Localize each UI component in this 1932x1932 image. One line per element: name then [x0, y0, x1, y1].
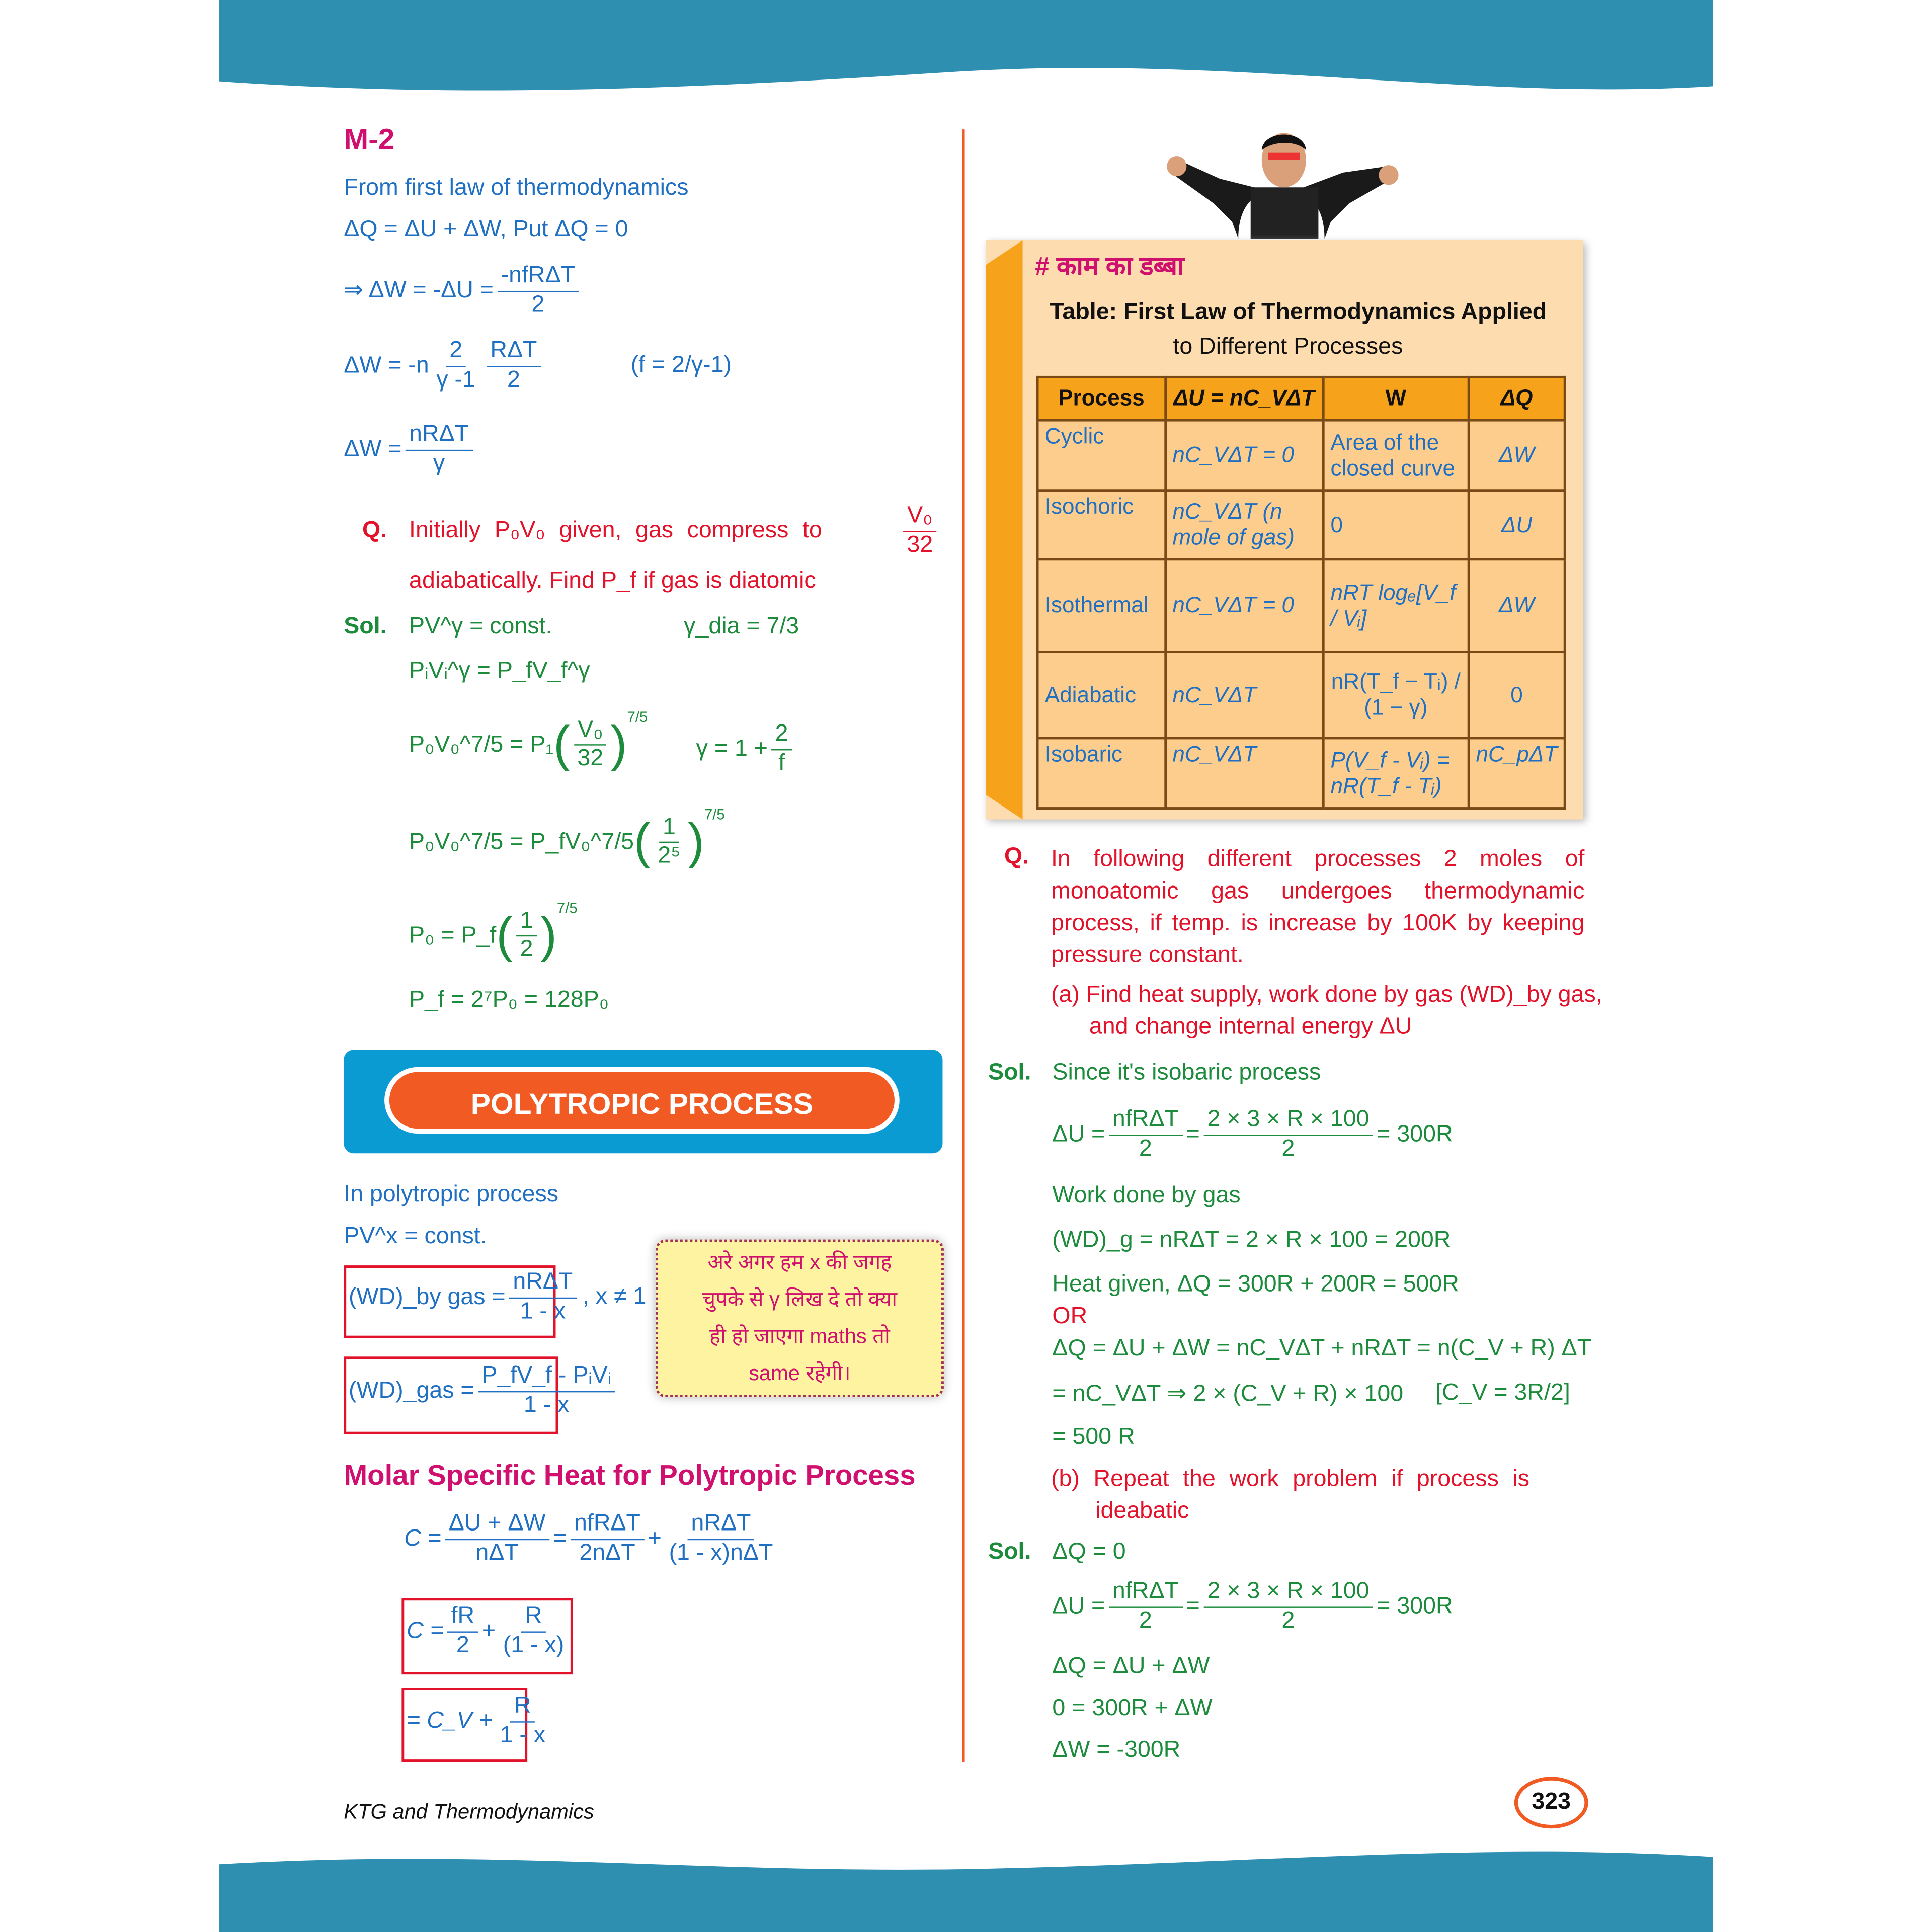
note-box: अरे अगर हम x की जगह चुपके से γ लिख दे तो क्या ही हो जाएगा maths तो same रहेगी। — [656, 1240, 944, 1397]
first-law-table — [1036, 376, 1566, 810]
table-cell: 0 — [1469, 652, 1565, 738]
table-cell: ΔW — [1469, 559, 1565, 652]
solution-label: Sol. — [988, 1060, 1031, 1086]
table-row — [1037, 420, 1565, 491]
equation: PᵢVᵢ^γ = P_fV_f^γ — [409, 658, 590, 684]
table-row — [1037, 559, 1565, 652]
table-cell: nC_VΔT = 0 — [1165, 559, 1323, 652]
text-line: Since it's isobaric process — [1052, 1060, 1321, 1086]
solution-label: Sol. — [988, 1539, 1031, 1565]
table-cell: nC_VΔT — [1165, 738, 1323, 809]
text-line: Work done by gas — [1052, 1183, 1241, 1209]
table-cell: Isochoric — [1037, 491, 1165, 559]
table-cell: P(V_f - Vᵢ) = nR(T_f - Tᵢ) — [1323, 738, 1469, 809]
table-cell: Isobaric — [1037, 738, 1165, 809]
table-cell: Isothermal — [1037, 559, 1165, 652]
top-wave-band — [0, 0, 1932, 99]
question-text: Initially P₀V₀ given, gas compress to — [409, 517, 822, 544]
equation: = 500 R — [1052, 1424, 1135, 1451]
equation: 0 = 300R + ΔW — [1052, 1695, 1213, 1722]
question-part-b: ideabatic — [1095, 1498, 1189, 1524]
box-side-decoration — [986, 240, 1022, 820]
equation: P₀V₀^7/5 = P₁( $\frac{\text{V₀}}{32}$ )$^{7/5}$ — [409, 708, 648, 772]
equation: ΔQ = ΔU + ΔW = nC_VΔT + nRΔT = n(C_V + R) ΔT — [1052, 1335, 1592, 1362]
table-header-row — [1037, 377, 1565, 420]
question-part-b: (b) Repeat the work problem if process is — [1051, 1466, 1530, 1492]
equation: ΔW = -300R — [1052, 1737, 1181, 1763]
equation: ⇒ ΔW = -ΔU = -nfRΔT 2 — [344, 263, 582, 320]
equation: γ = 1 + $\frac{2}{f}$ — [696, 721, 796, 778]
equation: ΔU = nfRΔT 2 = $\frac{2 \times 3 \times R \times 100}{2}$ = 300R — [1052, 1106, 1453, 1162]
equation: = C_V + $\frac{R}{1 - x}$ — [407, 1693, 546, 1748]
or-label: OR — [1052, 1304, 1088, 1330]
question-label: Q. — [1004, 844, 1029, 870]
solution-label: Sol. — [344, 613, 387, 640]
equation: ΔQ = 0 — [1052, 1539, 1126, 1565]
table-cell: ΔW — [1469, 420, 1565, 491]
equation: (WD)_g = nRΔT = 2 × R × 100 = 200R — [1052, 1227, 1451, 1253]
subheading: Molar Specific Heat for Polytropic Process — [344, 1459, 916, 1491]
table-cell: Area of the closed curve — [1323, 420, 1469, 491]
table-row — [1037, 738, 1565, 809]
column-header: ΔQ — [1469, 377, 1565, 420]
column-header: W — [1323, 377, 1469, 420]
equation: C = $\frac{fR}{2}$ + $\frac{R}{(1 - x)}$ — [407, 1603, 565, 1658]
equation: PV^x = const. — [344, 1223, 487, 1250]
section-heading: M-2 — [344, 123, 395, 157]
equation: (WD)_gas = P_fV_f - PᵢVᵢ 1 - x — [349, 1363, 619, 1420]
equation: ΔU = nfRΔT 2 = $\frac{2 \times 3 \times R \times 100}{2}$ = 300R — [1052, 1578, 1453, 1634]
equation: γ_dia = 7/3 — [684, 613, 799, 640]
column-header: Process — [1037, 377, 1165, 420]
teacher-photo — [1164, 123, 1398, 239]
question-text: adiabatically. Find P_f if gas is diatomic — [409, 568, 816, 594]
table-cell: ΔU — [1469, 491, 1565, 559]
box-title: # काम का डब्बा — [1035, 253, 1184, 281]
question-part-a: and change internal energy ΔU — [1089, 1014, 1412, 1040]
table-row — [1037, 652, 1565, 738]
table-row — [1037, 491, 1565, 559]
question-label: Q. — [362, 517, 387, 544]
table-cell: nRT logₑ[V_f / Vᵢ] — [1323, 559, 1469, 652]
table-cell: nC_VΔT = 0 — [1165, 420, 1323, 491]
table-cell: Cyclic — [1037, 420, 1165, 491]
question-text: In following different processes 2 moles of monoatomic gas undergoes thermodynamic process, if temp. is increase by 100K by keeping pressure constant. — [1051, 846, 1585, 969]
table-caption: to Different Processes — [1173, 334, 1403, 360]
fraction: $\frac{\text{V₀}}{32}$ — [900, 503, 940, 560]
table-caption: Table: First Law of Thermodynamics Applied — [1050, 299, 1547, 326]
equation: PV^γ = const. — [409, 613, 552, 640]
equation: P₀ = P_f( $\frac{1}{2}$ )$^{7/5}$ — [409, 899, 578, 963]
table-cell: nC_VΔT (n mole of gas) — [1165, 491, 1323, 559]
equation: (WD)_by gas = nRΔT 1 - x , x ≠ 1 — [349, 1269, 647, 1325]
column-divider — [962, 129, 965, 1762]
table-cell: nC_VΔT — [1165, 652, 1323, 738]
equation: P_f = 2⁷P₀ = 128P₀ — [409, 987, 609, 1013]
section-banner: POLYTROPIC PROCESS — [384, 1067, 900, 1134]
column-header: ΔU = nC_VΔT — [1165, 377, 1323, 420]
bottom-wave-band — [0, 1842, 1932, 1932]
page-number: 323 — [1514, 1777, 1588, 1828]
equation: C = ΔU + ΔW nΔT = nfRΔT 2nΔT + nRΔT (1 - x)nΔT — [404, 1510, 773, 1566]
equation: Heat given, ΔQ = 300R + 200R = 500R — [1052, 1271, 1459, 1298]
table-cell: 0 — [1323, 491, 1469, 559]
table-cell: nC_pΔT — [1469, 738, 1565, 809]
text-line: In polytropic process — [344, 1181, 559, 1208]
equation: P₀V₀^7/5 = P_fV₀^7/5( $\frac{1}{\text{2⁵}}$ )$^{7/5}$ — [409, 806, 725, 869]
equation: ΔQ = ΔU + ΔW, Put ΔQ = 0 — [344, 217, 628, 243]
table-cell: Adiabatic — [1037, 652, 1165, 738]
question-part-a: (a) Find heat supply, work done by gas (WD)_by gas, — [1051, 982, 1602, 1008]
equation: ΔQ = ΔU + ΔW — [1052, 1653, 1210, 1679]
footer-chapter: KTG and Thermodynamics — [344, 1800, 594, 1824]
equation: = nC_VΔT ⇒ 2 × (C_V + R) × 100 — [1052, 1381, 1404, 1407]
table-cell: nR(T_f − Tᵢ) / (1 − γ) — [1323, 652, 1469, 738]
equation: ΔW = -n $\frac{2}{\gamma -1}$ RΔT 2 (f = 2/γ-1) — [344, 338, 732, 393]
equation: [C_V = 3R/2] — [1435, 1380, 1570, 1406]
text-line: From first law of thermodynamics — [344, 175, 689, 201]
equation: ΔW = nRΔT γ — [344, 422, 476, 479]
